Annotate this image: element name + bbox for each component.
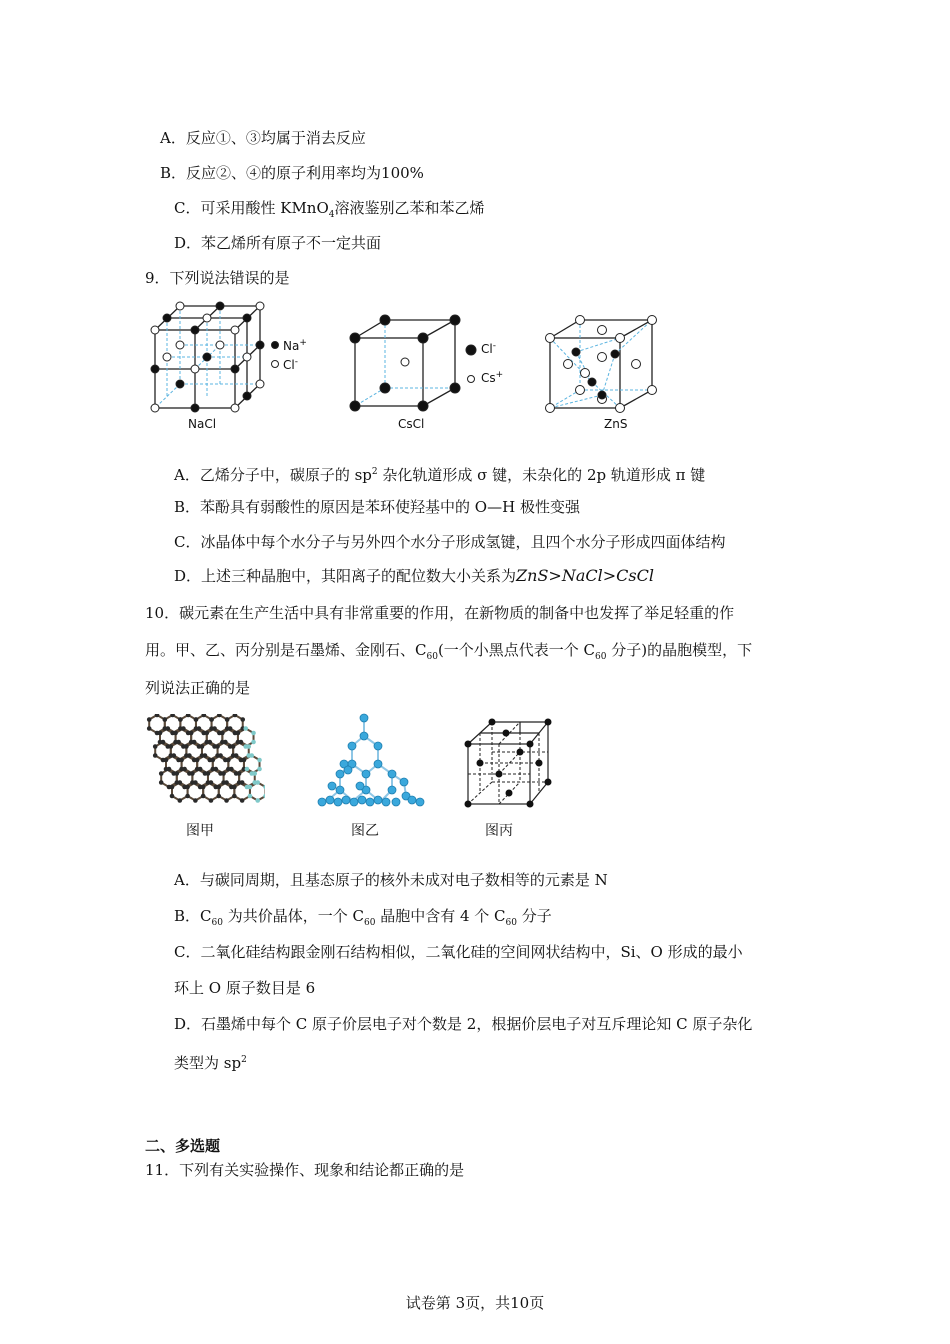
graphene-atom: [182, 767, 187, 772]
graphene-atom: [185, 785, 190, 790]
graphene-atom: [153, 753, 158, 758]
graphene-atom: [177, 798, 182, 803]
graphene-atom: [216, 794, 221, 799]
graphene-atom: [177, 780, 182, 785]
graphene-atom: [240, 717, 245, 722]
graphene-atom: [257, 758, 262, 763]
nacl-legend-na: Na+: [283, 338, 307, 353]
graphene-atom: [147, 717, 152, 722]
graphene-atom: [213, 767, 218, 772]
q10-option-c-line1: C．二氧化硅结构跟金刚石结构相似，二氧化硅的空间网状结构中，Si、O 形成的最小: [174, 943, 743, 961]
zns-label: ZnS: [604, 417, 628, 431]
q11-stem: 11．下列有关实验操作、现象和结论都正确的是: [145, 1161, 465, 1179]
graphene-atom: [203, 753, 208, 758]
q10-stem-line3: 列说法正确的是: [145, 679, 251, 697]
graphene-atom: [249, 753, 254, 758]
q9-option-b: B．苯酚具有弱酸性的原因是苯环使羟基中的 O—H 极性变强: [174, 498, 580, 516]
graphene-atom: [158, 731, 163, 736]
graphene-atom: [232, 794, 237, 799]
graphene-atom: [187, 753, 192, 758]
graphene-atom: [234, 753, 239, 758]
q9-stem: 9．下列说法错误的是: [145, 269, 290, 287]
graphene-atom: [159, 780, 164, 785]
graphene-atom: [226, 758, 231, 763]
graphene-atom: [209, 798, 214, 803]
graphene-atom: [252, 771, 257, 776]
zns-crystal-figure: [540, 312, 665, 414]
graphene-atom: [212, 726, 217, 731]
graphene-atom: [248, 794, 253, 799]
q8-option-d: D．苯乙烯所有原子不一定共面: [174, 234, 382, 252]
graphene-atom: [153, 744, 158, 749]
graphene-figure: [145, 714, 265, 814]
graphene-atom: [232, 785, 237, 790]
graphene-atom: [179, 758, 184, 763]
graphene-atom: [176, 740, 181, 745]
graphene-atom: [221, 771, 226, 776]
graphene-atom: [201, 794, 206, 799]
graphene-atom: [231, 744, 236, 749]
graphene-atom: [216, 785, 221, 790]
graphene-atom: [251, 740, 256, 745]
graphene-atom: [195, 758, 200, 763]
graphene-atom: [184, 744, 189, 749]
graphene-atom: [229, 767, 234, 772]
graphene-atom: [209, 717, 214, 722]
graphene-atom: [170, 794, 175, 799]
graphene-atom: [220, 731, 225, 736]
graphene-atom: [255, 798, 260, 803]
graphene-atom: [225, 717, 230, 722]
q9-option-d: D．上述三种晶胞中，其阳离子的配位数大小关系为ZnS>NaCl>CsCl: [174, 566, 654, 585]
graphene-atom: [204, 731, 209, 736]
graphene-atom: [218, 753, 223, 758]
nacl-crystal-figure: [140, 296, 315, 416]
graphene-atom: [192, 740, 197, 745]
graphene-atom: [228, 726, 233, 731]
graphene-atom: [210, 758, 215, 763]
graphene-atom: [223, 740, 228, 745]
graphene-atom: [193, 798, 198, 803]
graphene-atom: [200, 744, 205, 749]
cscl-legend-cs: Cs+: [481, 370, 504, 385]
q10-option-b: B．$C_{60}$ 为共价晶体，一个 $C_{60}$ 晶胞中含有 4 个 $C_{60}$ 分子: [174, 907, 552, 928]
q9-option-c: C．冰晶体中每个水分子与另外四个水分子形成氢键，且四个水分子形成四面体结构: [174, 533, 726, 551]
graphene-atom: [173, 731, 178, 736]
graphene-atom: [178, 717, 183, 722]
graphene-atom: [147, 726, 152, 731]
graphene-atom: [167, 767, 172, 772]
graphene-atom: [198, 767, 203, 772]
graphene-atom: [240, 798, 245, 803]
cscl-crystal-figure: [345, 312, 485, 412]
fig-label-bing: 图丙: [485, 823, 513, 839]
graphene-atom: [165, 726, 170, 731]
fig-label-jia: 图甲: [186, 823, 214, 839]
q10-stem-line1: 10．碳元素在生产生活中具有非常重要的作用，在新物质的制备中也发挥了举足轻重的作: [145, 604, 735, 622]
q9-option-a: A．乙烯分子中，碳原子的 $sp^2$ 杂化轨道形成 σ 键，未杂化的 2p 轨道形成 π 键: [174, 466, 706, 484]
q8-option-a: A．反应①、③均属于消去反应: [160, 129, 366, 147]
diamond-figure: [308, 712, 433, 812]
graphene-atom: [171, 753, 176, 758]
graphene-atom: [170, 785, 175, 790]
graphene-atom: [193, 780, 198, 785]
graphene-atom: [194, 717, 199, 722]
fig-label-yi: 图乙: [351, 823, 379, 839]
graphene-atom: [189, 731, 194, 736]
graphene-atom: [164, 758, 169, 763]
q8-option-c: C．可采用酸性 KMnO$_4$溶液鉴别乙苯和苯乙烯: [174, 199, 485, 220]
graphene-atom: [197, 726, 202, 731]
graphene-atom: [161, 740, 166, 745]
cscl-label: CsCl: [398, 417, 425, 431]
graphene-atom: [242, 758, 247, 763]
graphene-atom: [190, 771, 195, 776]
graphene-atom: [162, 717, 167, 722]
graphene-atom: [243, 726, 248, 731]
q10-option-d-line1: D．石墨烯中每个 C 原子价层电子对个数是 2，根据价层电子对互斥理论知 C 原子杂化: [174, 1015, 753, 1033]
section-title: 二、多选题: [145, 1137, 221, 1155]
graphene-atom: [239, 740, 244, 745]
graphene-atom: [159, 771, 164, 776]
graphene-atom: [168, 744, 173, 749]
nacl-legend-cl: Cl-: [283, 357, 298, 372]
c60-cell-figure: [458, 716, 558, 812]
q10-stem-line2: 用。甲、乙、丙分别是石墨烯、金刚石、$C_{60}$(一个小黑点代表一个 $C_{60}$ 分子)的晶胞模型，下: [145, 641, 753, 662]
graphene-atom: [240, 780, 245, 785]
graphene-atom: [257, 767, 262, 772]
graphene-atom: [206, 771, 211, 776]
graphene-atom: [224, 798, 229, 803]
cscl-legend-cl: Cl-: [481, 341, 496, 356]
graphene-atom: [181, 726, 186, 731]
graphene-atom: [209, 780, 214, 785]
graphene-atom: [185, 794, 190, 799]
graphene-atom: [246, 744, 251, 749]
graphene-atom: [255, 780, 260, 785]
q10-option-d-line2: 类型为 $sp^2$: [174, 1054, 247, 1072]
page-footer: 试卷第 3页，共10页: [405, 1294, 545, 1312]
graphene-atom: [207, 740, 212, 745]
graphene-atom: [245, 767, 250, 772]
graphene-atom: [174, 771, 179, 776]
graphene-atom: [201, 785, 206, 790]
q10-option-a: A．与碳同周期，且基态原子的核外未成对电子数相等的元素是 N: [174, 871, 608, 889]
graphene-atom: [215, 744, 220, 749]
graphene-atom: [248, 785, 253, 790]
graphene-atom: [237, 771, 242, 776]
q10-option-c-line2: 环上 O 原子数目是 6: [174, 979, 316, 997]
q8-option-b: B．反应②、④的原子利用率均为100%: [160, 164, 424, 182]
graphene-atom: [236, 731, 241, 736]
graphene-atom: [251, 731, 256, 736]
graphene-atom: [224, 780, 229, 785]
nacl-label: NaCl: [188, 417, 217, 431]
